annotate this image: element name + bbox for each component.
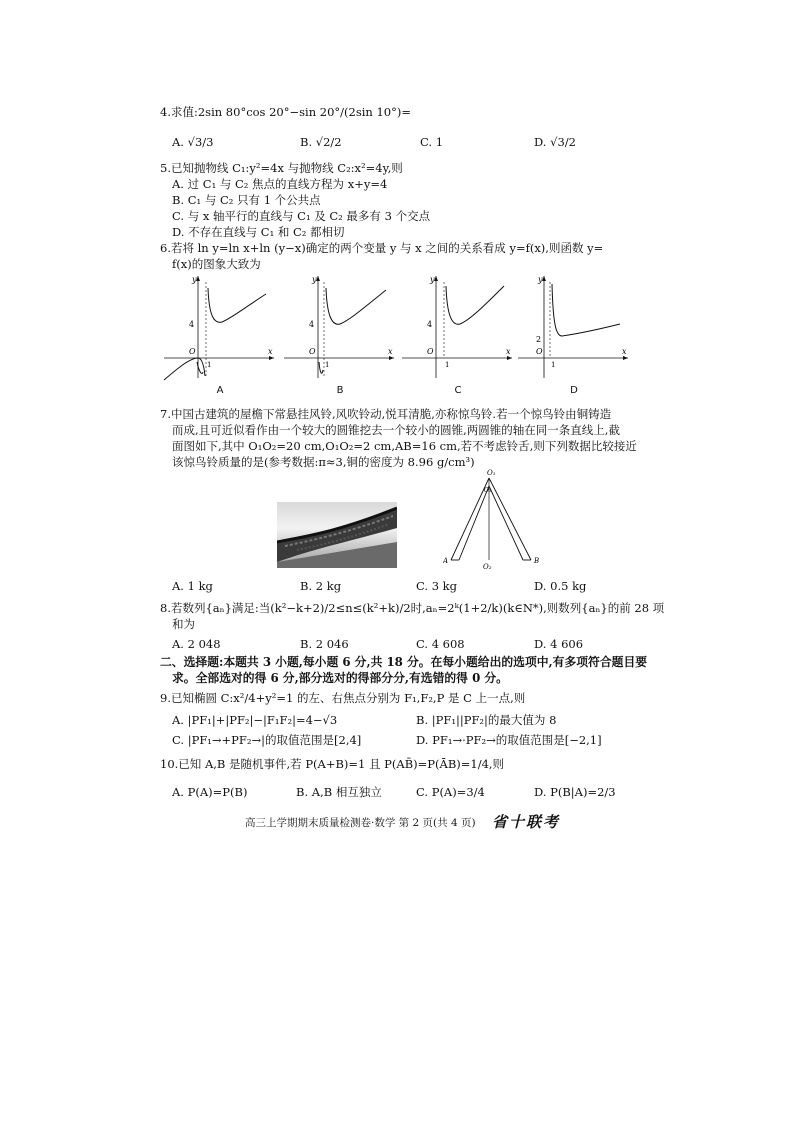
exam-brand-logo: 省十联考: [492, 813, 561, 831]
graph-b-x-mark: 1: [325, 361, 330, 369]
graph-b-origin: O: [309, 347, 316, 356]
graph-d-x-axis-label: x: [622, 347, 627, 356]
graph-c: [400, 272, 516, 396]
q8-option-d: D. 4 606: [534, 637, 584, 651]
graph-b-y-mark: 4: [309, 320, 315, 329]
q10-stem: 10.已知 A,B 是随机事件,若 P(A+B)=1 且 P(AB̄)=P(ĀB)=1/4,则: [160, 757, 505, 771]
q4-option-d: D. √3/2: [534, 135, 576, 149]
graph-a-origin: O: [189, 347, 196, 356]
q7-option-c: C. 3 kg: [416, 579, 458, 593]
q7-option-a: A. 1 kg: [172, 579, 213, 593]
q8-option-a: A. 2 048: [172, 637, 221, 651]
q7-line4: 该惊鸟铃质量的是(参考数据:π≈3,铜的密度为 8.96 g/cm³): [172, 455, 475, 469]
q9-stem: 9.已知椭圆 C:x²/4+y²=1 的左、右焦点分别为 F₁,F₂,P 是 C 上一点,则: [160, 691, 526, 705]
graph-c-y-mark: 4: [427, 320, 433, 329]
graph-c-x-mark: 1: [445, 361, 450, 369]
graph-c-label: C: [454, 385, 462, 396]
q4-option-b: B. √2/2: [300, 135, 342, 149]
section2-heading-line2: 求。全部选对的得 6 分,部分选对的得部分分,有选错的得 0 分。: [172, 671, 508, 685]
graph-b-y-axis-label: y: [312, 275, 317, 284]
graph-b-plot: [282, 272, 398, 382]
q4-stem: 4.求值:2sin 80°cos 20°−sin 20°/(2sin 10°)=: [160, 105, 411, 119]
q10-option-d: D. P(B|A)=2/3: [534, 785, 616, 799]
q5-option-a: A. 过 C₁ 与 C₂ 焦点的直线方程为 x+y=4: [172, 177, 388, 191]
q9-option-b: B. |PF₁||PF₂|的最大值为 8: [416, 713, 557, 727]
q10-option-a: A. P(A)=P(B): [172, 785, 248, 799]
q8-line2: 和为: [172, 617, 195, 631]
q6-stem-line1: 6.若将 ln y=ln x+ln (y−x)确定的两个变量 y 与 x 之间的关系看成 y=f(x),则函数 y=: [160, 241, 604, 255]
graph-d: [516, 272, 632, 396]
q7-line2: 而成,且可近似看作由一个较大的圆锥挖去一个较小的圆锥,两圆锥的轴在同一条直线上,截: [172, 423, 620, 437]
graph-d-label: D: [570, 385, 578, 396]
q7-line3: 面图如下,其中 O₁O₂=20 cm,O₁O₂=2 cm,AB=16 cm,若不考虑铃舌,则下列数据比较接近: [172, 439, 637, 453]
graph-c-x-axis-label: x: [506, 347, 511, 356]
eave-roof-image: [277, 502, 397, 568]
graph-c-plot: [400, 272, 516, 382]
q10-options: [172, 778, 642, 806]
graph-c-origin: O: [427, 347, 434, 356]
cone-label-bottom: O₂: [483, 563, 492, 571]
graph-a-label: A: [216, 385, 224, 396]
graph-a-y-axis-label: y: [192, 275, 197, 284]
cone-label-a: A: [443, 557, 449, 565]
q7-line1: 7.中国古建筑的屋檐下常悬挂风铃,风吹铃动,悦耳清脆,亦称惊鸟铃.若一个惊鸟铃由铜铸造: [160, 407, 612, 421]
graph-b-x-axis-label: x: [388, 347, 393, 356]
page-footer: 高三上学期期末质量检测卷·数学 第 2 页(共 4 页): [245, 817, 476, 829]
q4-option-a: A. √3/3: [172, 135, 214, 149]
cone-section-figure: [443, 468, 543, 572]
q5-option-d: D. 不存在直线与 C₁ 和 C₂ 都相切: [172, 225, 345, 239]
q5-stem: 5.已知抛物线 C₁:y²=4x 与抛物线 C₂:x²=4y,则: [160, 161, 403, 175]
graph-a-plot: [162, 272, 278, 382]
graph-a-y-mark: 4: [189, 320, 195, 329]
q6-stem-line2: f(x)的图象大致为: [172, 257, 261, 271]
graph-a: [162, 272, 278, 396]
q10-option-c: C. P(A)=3/4: [416, 785, 485, 799]
q10-option-b: B. A,B 相互独立: [296, 785, 382, 799]
q4-option-c: C. 1: [420, 135, 444, 149]
cone-label-b: B: [534, 557, 540, 565]
q8-line1: 8.若数列{aₙ}满足:当(k²−k+2)/2≤n≤(k²+k)/2时,aₙ=2ᵏ(1+2/k)(k∈N*),则数列{aₙ}的前 28 项: [160, 601, 665, 615]
q4-options: [172, 128, 642, 156]
q8-option-b: B. 2 046: [300, 637, 349, 651]
q5-option-b: B. C₁ 与 C₂ 只有 1 个公共点: [172, 193, 321, 207]
graph-d-plot: [516, 272, 632, 382]
eave-bell-photo: [277, 502, 397, 568]
q5-option-c: C. 与 x 轴平行的直线与 C₁ 及 C₂ 最多有 3 个交点: [172, 209, 431, 223]
q9-option-d: D. PF₁→·PF₂→的取值范围是[−2,1]: [416, 733, 602, 747]
graph-d-x-mark: 1: [551, 361, 556, 369]
cone-label-top: O₁: [487, 469, 496, 477]
cone-label-inner: O₃: [484, 487, 492, 494]
graph-a-x-axis-label: x: [268, 347, 273, 356]
q7-options: [172, 572, 642, 600]
q7-option-d: D. 0.5 kg: [534, 579, 587, 593]
graph-b: [282, 272, 398, 396]
graph-d-y-mark: 2: [536, 335, 542, 344]
graph-c-y-axis-label: y: [430, 275, 435, 284]
q8-option-c: C. 4 608: [416, 637, 465, 651]
section2-heading-line1: 二、选择题:本题共 3 小题,每小题 6 分,共 18 分。在每小题给出的选项中,有多项符合题目要: [160, 655, 648, 669]
q7-option-b: B. 2 kg: [300, 579, 342, 593]
graph-d-y-axis-label: y: [538, 275, 543, 284]
q9-option-c: C. |PF₁→+PF₂→|的取值范围是[2,4]: [172, 733, 362, 747]
graph-a-x-mark: 1: [207, 361, 212, 369]
graph-d-origin: O: [536, 347, 543, 356]
q9-option-a: A. |PF₁|+|PF₂|−|F₁F₂|=4−√3: [172, 713, 338, 727]
graph-b-label: B: [336, 385, 344, 396]
cone-section-svg: [443, 468, 543, 572]
